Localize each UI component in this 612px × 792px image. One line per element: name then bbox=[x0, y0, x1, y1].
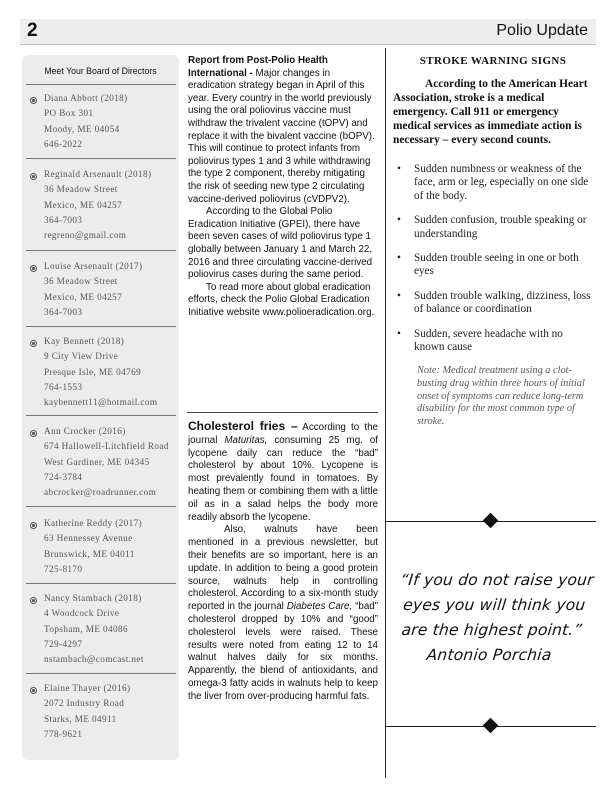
diamond-ornament-icon bbox=[483, 513, 499, 529]
member-address: 2072 Industry Road bbox=[44, 698, 125, 709]
member-address: 36 Meadow Street bbox=[44, 184, 118, 195]
stroke-intro-text: According to the American Heart Association, stroke is a medical emergency. Call 911 or emergency medical services as immediate action is necessary – every second counts. bbox=[393, 78, 588, 146]
quote-block bbox=[387, 568, 600, 668]
board-divider bbox=[26, 506, 176, 507]
member-email: regreno@gmail.com bbox=[44, 230, 127, 241]
member-address: PO Box 301 bbox=[44, 108, 94, 119]
member-phone: 729-4297 bbox=[44, 638, 83, 649]
member-name: Elaine Thayer (2016) bbox=[44, 683, 131, 693]
board-member bbox=[44, 681, 130, 742]
member-city: Mexico, ME 04257 bbox=[44, 291, 123, 302]
member-city: Brunswick, ME 04011 bbox=[44, 548, 135, 559]
quote-author: Antonio Porchia bbox=[425, 646, 553, 664]
board-member bbox=[44, 167, 151, 243]
member-address: 4 Woodcock Drive bbox=[44, 608, 120, 619]
list-item: • Sudden trouble seeing in one or both eyes bbox=[393, 252, 593, 279]
report-paragraph: To read more about global eradication efforts, check the Polio Global Eradication Initiative website www.polioeradication.org. bbox=[188, 281, 375, 318]
board-divider bbox=[26, 415, 176, 416]
member-city: Moody, ME 04054 bbox=[44, 123, 120, 134]
board-member bbox=[44, 91, 128, 152]
board-member bbox=[44, 424, 169, 500]
board-of-directors-panel bbox=[22, 55, 179, 760]
board-divider bbox=[26, 158, 176, 159]
list-item: • Sudden confusion, trouble speaking or understanding bbox=[393, 214, 593, 241]
board-divider bbox=[26, 673, 176, 674]
board-divider bbox=[26, 250, 176, 251]
member-email: nstambach@comcast.net bbox=[44, 654, 144, 665]
member-name: Diana Abbott (2018) bbox=[44, 93, 128, 103]
member-name: Katherine Reddy (2017) bbox=[44, 518, 143, 528]
member-name: Reginald Arsenault (2018) bbox=[44, 169, 152, 179]
member-city: Presque Isle, ME 04769 bbox=[44, 366, 142, 377]
member-email: kaybennett11@hotmail.com bbox=[44, 397, 158, 408]
polio-report-article bbox=[188, 55, 378, 319]
board-divider bbox=[26, 84, 176, 85]
list-item: • Sudden trouble walking, dizziness, loss of balance or coordination bbox=[393, 290, 593, 317]
stroke-note: Note: Medical treatment using a clot-busting drug within three hours of initial onset of symptoms can reduce long-term disability for the most common type of stroke. bbox=[417, 365, 585, 427]
cholesterol-heading: Cholesterol fries – bbox=[188, 419, 298, 433]
bullet-icon bbox=[30, 265, 37, 272]
article-text: According to the journal bbox=[188, 422, 379, 446]
bullet-icon bbox=[30, 687, 37, 694]
bullet-icon bbox=[30, 173, 37, 180]
member-city: West Gardiner, ME 04345 bbox=[44, 456, 150, 467]
article-text: consuming 25 mg. of lycopene daily can reduce the “bad” cholesterol by about 10%. Lycopene is most prevalently found in tomatoes. By heating them or combining them with a little oil as in a salad helps the body more readily absorb the lycopene. bbox=[188, 434, 378, 523]
report-heading: Report from Post-Polio Health International - bbox=[188, 55, 328, 79]
member-city: Starks, ME 04911 bbox=[44, 713, 117, 724]
bullet-icon bbox=[30, 97, 37, 104]
member-address: 36 Meadow Street bbox=[44, 276, 118, 287]
board-divider bbox=[26, 583, 176, 584]
member-city: Mexico, ME 04257 bbox=[44, 199, 123, 210]
member-address: 9 City View Drive bbox=[44, 351, 119, 362]
page-number: 2 bbox=[27, 20, 38, 41]
cholesterol-article bbox=[188, 420, 378, 704]
article-text: Also, walnuts have been mentioned in a previous newsletter, but their benefits are so important, here is an update. In addition to being a good protein source, walnuts help in controlling cholesterol. According to a six-month study reported in the journal bbox=[188, 524, 378, 613]
quote-text: “If you do not raise your eyes you will think you are the highest point.” bbox=[399, 571, 595, 639]
board-member bbox=[44, 334, 157, 410]
board-member bbox=[44, 516, 142, 577]
member-name: Ann Crocker (2016) bbox=[44, 426, 126, 436]
stroke-warning-box bbox=[393, 55, 593, 428]
member-phone: 778-9621 bbox=[44, 728, 83, 739]
member-email: abcrocker@roadrunner.com bbox=[44, 487, 157, 498]
board-title: Meet Your Board of Directors bbox=[44, 66, 157, 77]
member-phone: 646-2022 bbox=[44, 138, 83, 149]
board-member bbox=[44, 259, 143, 320]
journal-title: Diabetes Care, bbox=[286, 601, 353, 613]
list-item: • Sudden, severe headache with no known cause bbox=[393, 328, 593, 355]
board-divider bbox=[26, 326, 176, 327]
member-phone: 764-1553 bbox=[44, 381, 83, 392]
bullet-icon bbox=[30, 430, 37, 437]
bullet-icon bbox=[30, 597, 37, 604]
stroke-intro bbox=[393, 77, 593, 147]
report-paragraph: Major changes in eradication strategy began in April of this year. Every country in the world previously using the oral poliovirus vaccine must withdraw the trivalent vaccine (tOPV) and replace it with the bivalent vaccine (bOPV). This will continue to protect infants from poliovirus types 1 and 3 while withdrawing the type 2 component, thereby mitigating the risk of seeding new type 2 circulating vaccine-derived poliovirus (cVDPV2). bbox=[188, 67, 375, 205]
member-phone: 364-7003 bbox=[44, 214, 83, 225]
article-divider bbox=[187, 412, 378, 413]
member-phone: 364-7003 bbox=[44, 306, 83, 317]
member-name: Kay Bennett (2018) bbox=[44, 336, 125, 346]
member-name: Louise Arsenault (2017) bbox=[44, 261, 143, 271]
list-item: • Sudden numbness or weakness of the face, arm or leg, especially on one side of the body. bbox=[393, 163, 593, 203]
diamond-ornament-icon bbox=[483, 718, 499, 734]
page-header bbox=[20, 19, 596, 45]
bullet-icon bbox=[30, 340, 37, 347]
member-address: 63 Hennessey Avenue bbox=[44, 533, 133, 544]
newsletter-title: Polio Update bbox=[496, 22, 588, 39]
board-member bbox=[44, 591, 144, 667]
member-name: Nancy Stambach (2018) bbox=[44, 593, 142, 603]
stroke-signs-list bbox=[393, 163, 593, 354]
stroke-title: STROKE WARNING SIGNS bbox=[419, 55, 567, 67]
column-divider bbox=[385, 48, 386, 778]
article-text: “bad” cholesterol dropped by 10% and “good” cholesterol levels were raised. These results were noted from eating 12 to 14 walnut halves daily for six months. Apparently, the blend of antioxidants, and omega-3 fatty acids in walnuts help to keep the liver from over-producing harmful fats. bbox=[188, 601, 378, 702]
member-city: Topsham, ME 04086 bbox=[44, 623, 128, 634]
member-address: 674 Hallowell-Litchfield Road bbox=[44, 441, 169, 452]
bullet-icon bbox=[30, 522, 37, 529]
member-phone: 724-3784 bbox=[44, 471, 83, 482]
report-paragraph: According to the Global Polio Eradication Initiative (GPEI), there have been seven cases of wild poliovirus type 1 globally between January 1 and March 22, 2016 and three circulating vaccine-derived poliovirus cases during the same period. bbox=[188, 206, 373, 281]
member-phone: 725-8170 bbox=[44, 563, 83, 574]
journal-title: Maturitas, bbox=[224, 434, 268, 446]
